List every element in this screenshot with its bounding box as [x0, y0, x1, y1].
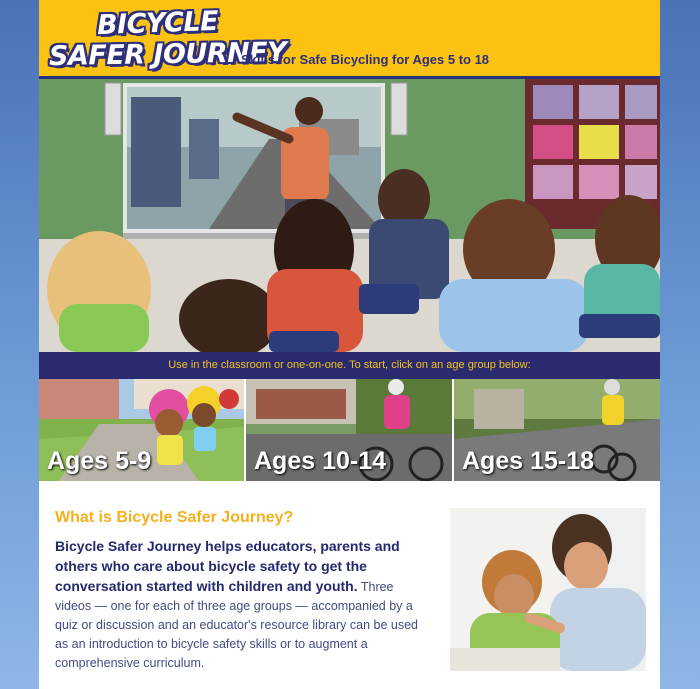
age-group-tile-15-18[interactable] — [454, 379, 660, 481]
age-group-tile-5-9[interactable] — [39, 379, 244, 481]
logo-text-bicycle: BICYCLE — [96, 5, 219, 42]
age-group-label: Ages 15-18 — [462, 447, 595, 475]
intro-body-text: Three videos — one for each of three age groups — accompanied by a quiz or discussion and an educator's resource library can be used as an introduction to bicycle safety skills or to augment a comprehensive curriculum. — [55, 580, 419, 670]
age-group-label: Ages 10-14 — [254, 447, 387, 475]
instruction-banner: Use in the classroom or one-on-one. To start, click on an age group below: — [39, 352, 660, 379]
age-group-label: Ages 5-9 — [47, 447, 152, 475]
logo-text-safer-journey: SAFER JOURNEY — [48, 36, 287, 73]
site-logo[interactable] — [47, 5, 287, 74]
hero-classroom-image — [39, 79, 660, 352]
classroom-illustration — [39, 79, 660, 352]
age-group-tiles — [39, 379, 660, 481]
intro-paragraph — [55, 537, 425, 673]
parent-child-photo — [450, 508, 646, 671]
section-title: What is Bicycle Safer Journey? — [55, 509, 294, 526]
age-group-tile-10-14[interactable] — [246, 379, 452, 481]
intro-lead-text: Bicycle Safer Journey helps educators, parents and others who care about bicycle safety to get the conversation started with children and youth. — [55, 538, 400, 594]
site-tagline: Skills for Safe Bicycling for Ages 5 to 18 — [241, 52, 490, 67]
site-header — [39, 0, 660, 76]
parent-reading-with-child-photo — [450, 508, 646, 671]
page — [39, 0, 660, 689]
